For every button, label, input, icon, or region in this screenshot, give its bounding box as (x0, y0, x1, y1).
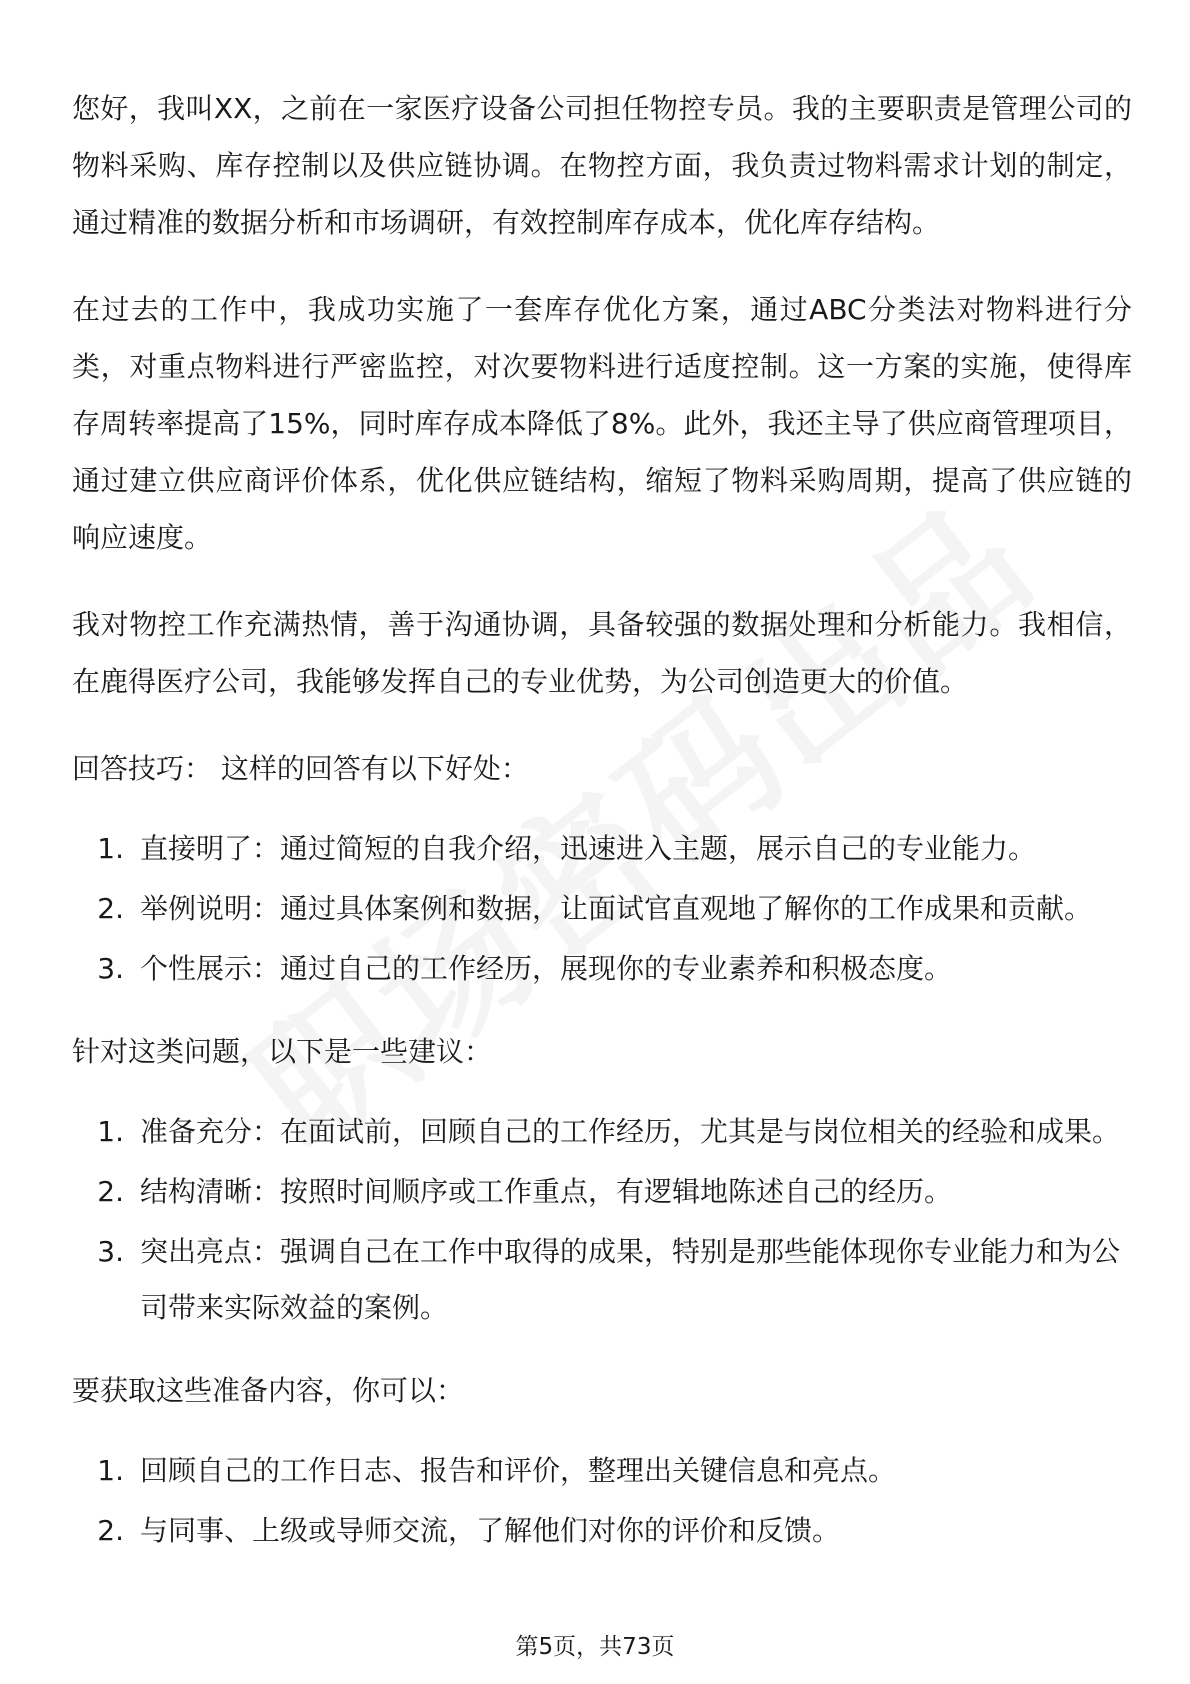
list-text: 回顾自己的工作日志、报告和评价，整理出关键信息和亮点。 (140, 1454, 897, 1487)
list-item (72, 881, 1132, 937)
paragraph-achievements: 在过去的工作中，我成功实施了一套库存优化方案，通过ABC分类法对物料进行分类，对重点物料进行严密监控，对次要物料进行适度控制。这一方案的实施，使得库存周转率提高了15%，同时库存成本降低了8%。此外，我还主导了供应商管理项目，通过建立供应商评价体系，优化供应链结构，缩短了物料采购周期，提高了供应链的响应速度。 (72, 293, 1132, 554)
list-item (72, 1443, 1132, 1499)
tips-list (72, 821, 1132, 997)
list-number: 2. (97, 1514, 124, 1547)
list-text: 突出亮点：强调自己在工作中取得的成果，特别是那些能体现你专业能力和为公司带来实际效益的案例。 (140, 1235, 1121, 1324)
list-item (72, 1104, 1132, 1160)
list-text: 个性展示：通过自己的工作经历，展现你的专业素养和积极态度。 (140, 952, 953, 985)
list-text: 准备充分：在面试前，回顾自己的工作经历，尤其是与岗位相关的经验和成果。 (140, 1115, 1121, 1148)
list-text: 直接明了：通过简短的自我介绍，迅速进入主题，展示自己的专业能力。 (140, 832, 1037, 865)
list-number: 3. (97, 952, 124, 985)
list-text: 结构清晰：按照时间顺序或工作重点，有逻辑地陈述自己的经历。 (140, 1175, 953, 1208)
paragraph-motivation: 我对物控工作充满热情，善于沟通协调，具备较强的数据处理和分析能力。我相信，在鹿得医疗公司，我能够发挥自己的专业优势，为公司创造更大的价值。 (72, 608, 1132, 698)
suggestions-list (72, 1104, 1132, 1336)
list-item (72, 1224, 1132, 1336)
list-number: 2. (97, 892, 124, 925)
tips-label: 回答技巧： 这样的回答有以下好处： (72, 752, 529, 785)
document-body (72, 80, 1132, 1585)
list-item (72, 941, 1132, 997)
paragraph-intro: 您好，我叫XX，之前在一家医疗设备公司担任物控专员。我的主要职责是管理公司的物料采购、库存控制以及供应链协调。在物控方面，我负责过物料需求计划的制定，通过精准的数据分析和市场调研，有效控制库存成本，优化库存结构。 (72, 92, 1132, 239)
list-number: 2. (97, 1175, 124, 1208)
preparation-label: 要获取这些准备内容，你可以： (72, 1374, 465, 1407)
list-text: 举例说明：通过具体案例和数据，让面试官直观地了解你的工作成果和贡献。 (140, 892, 1093, 925)
preparation-list (72, 1443, 1132, 1559)
list-number: 1. (97, 1454, 124, 1487)
list-number: 1. (97, 832, 124, 865)
list-number: 1. (97, 1115, 124, 1148)
list-item (72, 821, 1132, 877)
list-item (72, 1503, 1132, 1559)
list-text: 与同事、上级或导师交流，了解他们对你的评价和反馈。 (140, 1514, 841, 1547)
list-item (72, 1164, 1132, 1220)
page-number-footer: 第5页，共73页 (515, 1634, 675, 1660)
suggestions-label: 针对这类问题，以下是一些建议： (72, 1035, 493, 1068)
list-number: 3. (97, 1235, 124, 1268)
